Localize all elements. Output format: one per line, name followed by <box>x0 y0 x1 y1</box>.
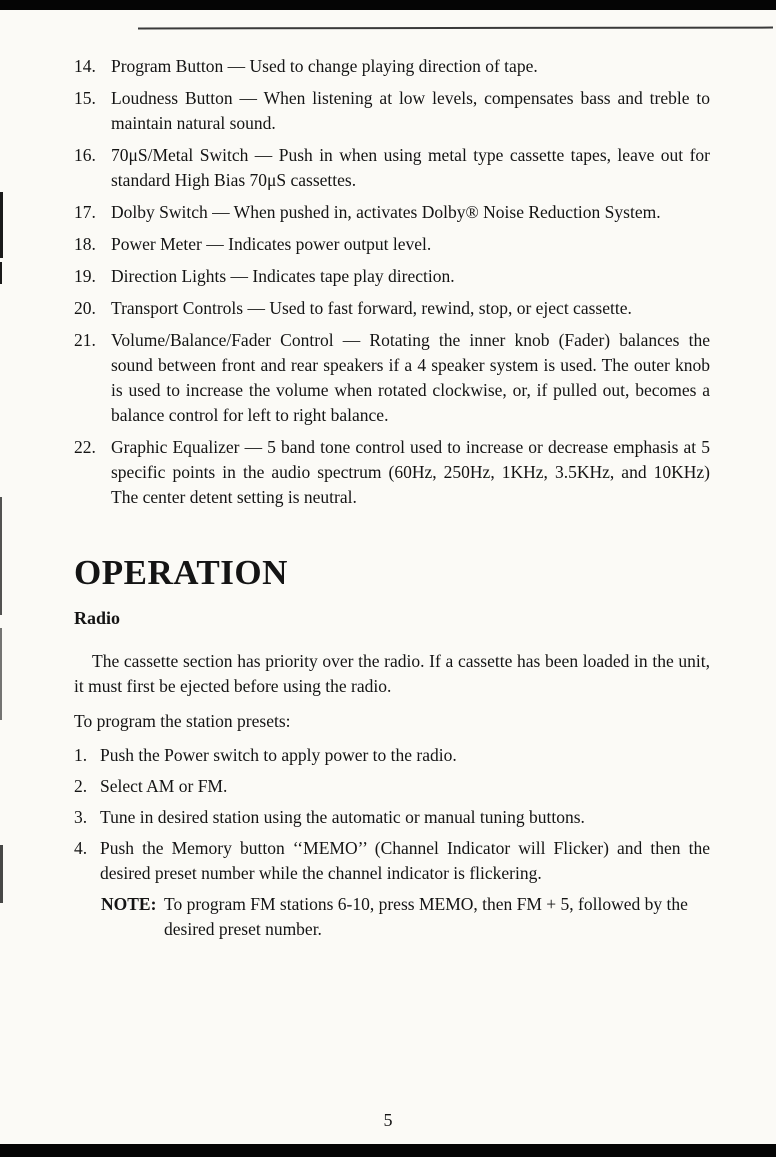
step-item <box>74 836 710 886</box>
step-item <box>74 743 710 768</box>
item-number: 18. <box>74 234 96 254</box>
list-item <box>74 296 710 321</box>
list-item <box>74 232 710 257</box>
step-text: Select AM or FM. <box>100 776 228 796</box>
list-item <box>74 200 710 225</box>
step-text: Push the Memory button ‘‘MEMO’’ (Channel Indicator will Flicker) and then the desired preset number while the channel indicator is flickering. <box>100 838 710 883</box>
item-number: 15. <box>74 88 96 108</box>
item-number: 16. <box>74 145 96 165</box>
list-item <box>74 86 710 136</box>
item-text: Direction Lights — Indicates tape play direction. <box>111 266 455 286</box>
item-number: 21. <box>74 330 96 350</box>
item-text: Transport Controls — Used to fast forward, rewind, stop, or eject cassette. <box>111 298 632 318</box>
presets-lead: To program the station presets: <box>74 711 291 731</box>
note-text: To program FM stations 6-10, press MEMO, then FM + 5, followed by the desired preset number. <box>164 894 688 939</box>
scan-artifact <box>0 845 3 903</box>
item-number: 17. <box>74 202 96 222</box>
step-text: Tune in desired station using the automatic or manual tuning buttons. <box>100 807 585 827</box>
item-number: 20. <box>74 298 96 318</box>
step-number: 3. <box>74 807 88 827</box>
scan-artifact <box>0 628 2 720</box>
item-text: Dolby Switch — When pushed in, activates Dolby® Noise Reduction System. <box>111 202 661 222</box>
note-block <box>101 892 710 942</box>
item-number: 14. <box>74 56 96 76</box>
item-number: 19. <box>74 266 96 286</box>
step-item <box>74 774 710 799</box>
intro-paragraph: The cassette section has priority over the radio. If a cassette has been loaded in the unit, it must first be ejected before using the radio. <box>74 651 710 696</box>
item-text: Loudness Button — When listening at low levels, compensates bass and treble to maintain natural sound. <box>111 88 710 133</box>
section-heading-operation: OPERATION <box>74 553 288 592</box>
item-text: Volume/Balance/Fader Control — Rotating the inner knob (Fader) balances the sound between front and rear speakers if a 4 speaker system is used. The outer knob is used to increase the volume when rotated clockwise, or, if pulled out, becomes a balance control for left to right balance. <box>111 330 710 425</box>
item-text: Program Button — Used to change playing direction of tape. <box>111 56 538 76</box>
top-rule <box>138 27 773 30</box>
item-text: Power Meter — Indicates power output level. <box>111 234 432 254</box>
steps-list <box>74 743 710 886</box>
controls-list <box>74 54 710 510</box>
list-item <box>74 264 710 289</box>
list-item <box>74 435 710 510</box>
page-number: 5 <box>383 1110 393 1130</box>
step-item <box>74 805 710 830</box>
list-item <box>74 328 710 428</box>
scan-artifact <box>0 192 3 258</box>
step-text: Push the Power switch to apply power to the radio. <box>100 745 457 765</box>
step-number: 2. <box>74 776 88 796</box>
list-item <box>74 54 710 79</box>
item-text: 70μS/Metal Switch — Push in when using metal type cassette tapes, leave out for standard High Bias 70μS cassettes. <box>111 145 710 190</box>
bottom-scan-bar <box>0 1144 776 1157</box>
step-number: 4. <box>74 838 88 858</box>
step-number: 1. <box>74 745 88 765</box>
note-label: NOTE: <box>101 894 157 914</box>
list-item <box>74 143 710 193</box>
scan-artifact <box>0 497 2 615</box>
item-text: Graphic Equalizer — 5 band tone control used to increase or decrease emphasis at 5 specific points in the audio spectrum (60Hz, 250Hz, 1KHz, 3.5KHz, and 10KHz) The center detent setting is neutral. <box>111 437 710 507</box>
page-content <box>74 54 710 942</box>
subsection-heading-radio: Radio <box>74 608 121 628</box>
item-number: 22. <box>74 437 96 457</box>
scan-artifact <box>0 262 2 284</box>
top-scan-bar <box>0 0 776 10</box>
